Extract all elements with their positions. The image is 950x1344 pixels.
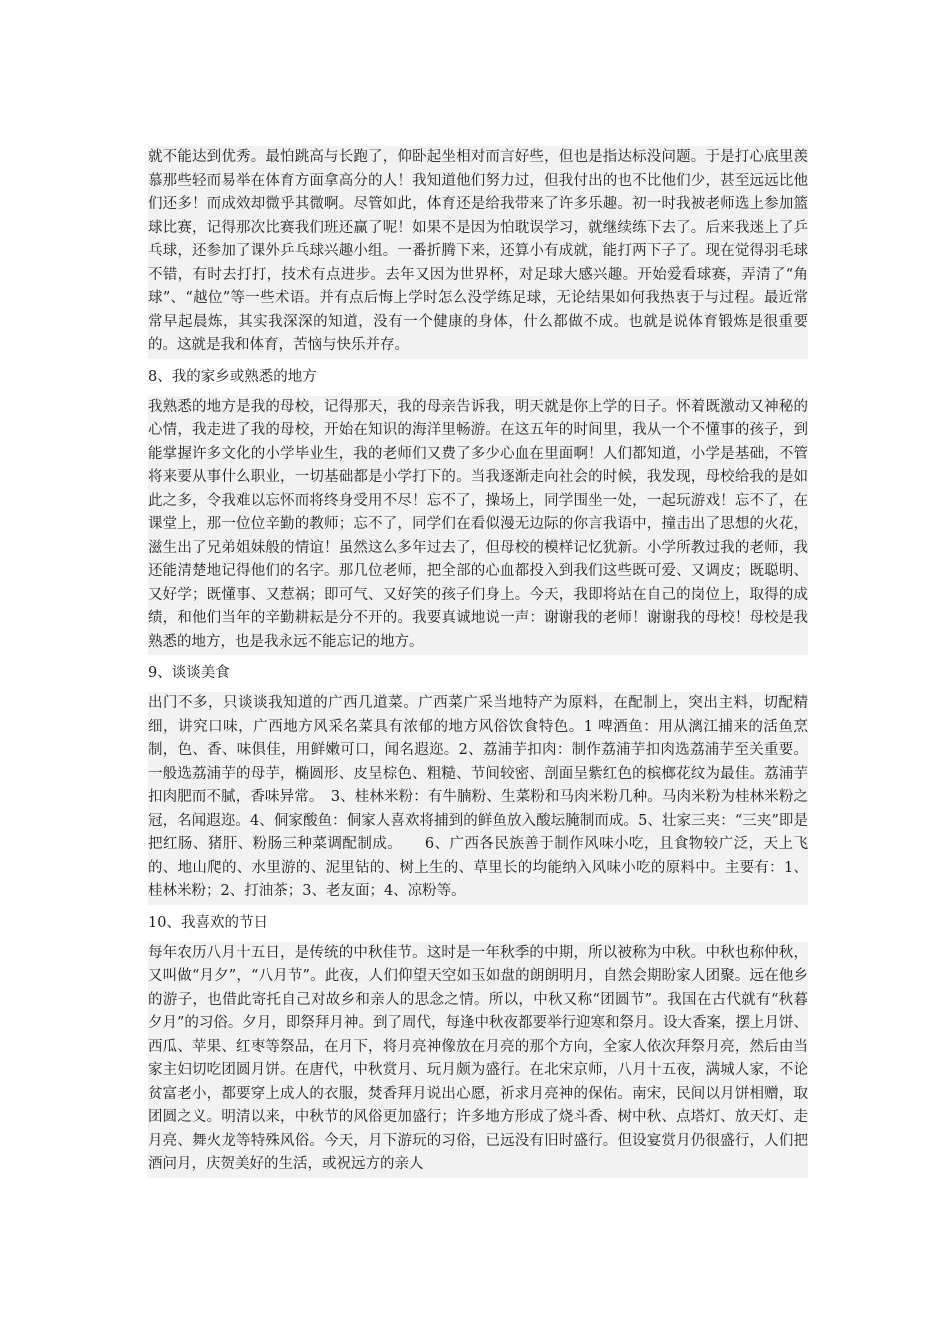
heading-hometown: 8、我的家乡或熟悉的地方 [148,359,808,396]
heading-festival: 10、我喜欢的节日 [148,905,808,942]
paragraph-sports: 就不能达到优秀。最怕跳高与长跑了，仰卧起坐相对而言好些，但也是指达标没问题。于是打心底里羡慕那些轻而易举在体育方面拿高分的人！我知道他们努力过，但我付出的也不比他们少，甚至远远比他们还多！而成效却微乎其微啊。尽管如此，体育还是给我带来了许多乐趣。初一时我被老师选上参加篮球比赛，记得那次比赛我们班还赢了呢！如果不是因为怕耽误学习，就继续练下去了。后来我迷上了乒乓球，还参加了课外乒乓球兴趣小组。一番折腾下来，还算小有成就，能打两下子了。现在觉得羽毛球不错，有时去打打，技术有点进步。去年又因为世界杯，对足球大感兴趣。开始爱看球赛，弄清了“角球”、“越位”等一些术语。并有点后悔上学时怎么没学练足球，无论结果如何我热衷于与过程。最近常常早起晨炼，其实我深深的知道，没有一个健康的身体，什么都做不成。也就是说体育锻炼是很重要的。这就是我和体育，苦恼与快乐并存。 [148,149,808,353]
paragraph-festival: 每年农历八月十五日，是传统的中秋佳节。这时是一年秋季的中期，所以被称为中秋。中秋也称仲秋，又叫做“月夕”，“八月节”。此夜，人们仰望天空如玉如盘的朗朗明月，自然会期盼家人团聚。远在他乡的游子，也借此寄托自己对故乡和亲人的思念之情。所以，中秋又称“团圆节”。我国在古代就有“秋暮夕月”的习俗。夕月，即祭拜月神。到了周代，每逢中秋夜都要举行迎寒和祭月。设大香案，摆上月饼、西瓜、苹果、红枣等祭品，在月下，将月亮神像放在月亮的那个方向，全家人依次拜祭月亮，然后由当家主妇切吃团圆月饼。在唐代，中秋赏月、玩月颇为盛行。在北宋京师，八月十五夜，满城人家，不论贫富老小，都要穿上成人的衣服，焚香拜月说出心愿，祈求月亮神的保佑。南宋，民间以月饼相赠，取团圆之义。明清以来，中秋节的风俗更加盛行；许多地方形成了烧斗香、树中秋、点塔灯、放天灯、走月亮、舞火龙等特殊风俗。今天，月下游玩的习俗，已远没有旧时盛行。但设宴赏月仍很盛行，人们把酒问月，庆贺美好的生活，或祝远方的亲人 [148,944,808,1172]
heading-food: 9、谈谈美食 [148,655,808,692]
document-body [148,146,808,1178]
paragraph-food: 出门不多，只谈谈我知道的广西几道菜。广西菜广采当地特产为原料，在配制上，突出主料，切配精细，讲究口味，广西地方风采名菜具有浓郁的地方风俗饮食特色。1 啤酒鱼：用从漓江捕来的活鱼烹制，色、香、味俱佳，用鲜嫩可口，闻名遐迩。2、荔浦芋扣肉：制作荔浦芋扣肉选荔浦芋至关重要。一般选荔浦芋的母芋，椭圆形、皮呈棕色、粗糙、节间较密、剖面呈紫红色的槟榔花纹为最佳。荔浦芋扣肉肥而不腻，香味异常。 3、桂林米粉：有牛腩粉、生菜粉和马肉米粉几种。马肉米粉为桂林米粉之冠，名闻遐迩。4、侗家酸鱼：侗家人喜欢将捕到的鲜鱼放入酸坛腌制而成。5、壮家三夹：“三夹”即是把红肠、猪肝、粉肠三种菜调配制成。 6、广西各民族善于制作风味小吃，且食物较广泛，天上飞的、地山爬的、水里游的、泥里钻的、树上生的、草里长的均能纳入风味小吃的原料中。主要有：1、桂林米粉；2、打油茶；3、老友面；4、凉粉等。 [148,695,808,899]
paragraph-hometown: 我熟悉的地方是我的母校，记得那天，我的母亲告诉我，明天就是你上学的日子。怀着既激动又神秘的心情，我走进了我的母校，开始在知识的海洋里畅游。在这五年的时间里，我从一个不懂事的孩子，到能掌握许多文化的小学毕业生，我的老师们又费了多少心血在里面啊！人们都知道，小学是基础，不管将来要从事什么职业，一切基础都是小学打下的。当我逐渐走向社会的时候，我发现，母校给我的是如此之多，令我难以忘怀而将终身受用不尽！忘不了，操场上，同学围坐一处，一起玩游戏！忘不了，在课堂上，那一位位辛勤的教师；忘不了，同学们在看似漫无边际的你言我语中，撞击出了思想的火花，滋生出了兄弟姐妹般的情谊！虽然这么多年过去了，但母校的模样记忆犹新。小学所教过我的老师，我还能清楚地记得他们的名字。那几位老师，把全部的心血都投入到我们这些既可爱、又调皮；既聪明、又好学；既懂事、又惹祸；即可气、又好笑的孩子们身上。今天，我即将站在自己的岗位上，取得的成绩，和他们当年的辛勤耕耘是分不开的。我要真诚地说一声：谢谢我的老师！谢谢我的母校！母校是我熟悉的地方，也是我永远不能忘记的地方。 [148,398,808,650]
